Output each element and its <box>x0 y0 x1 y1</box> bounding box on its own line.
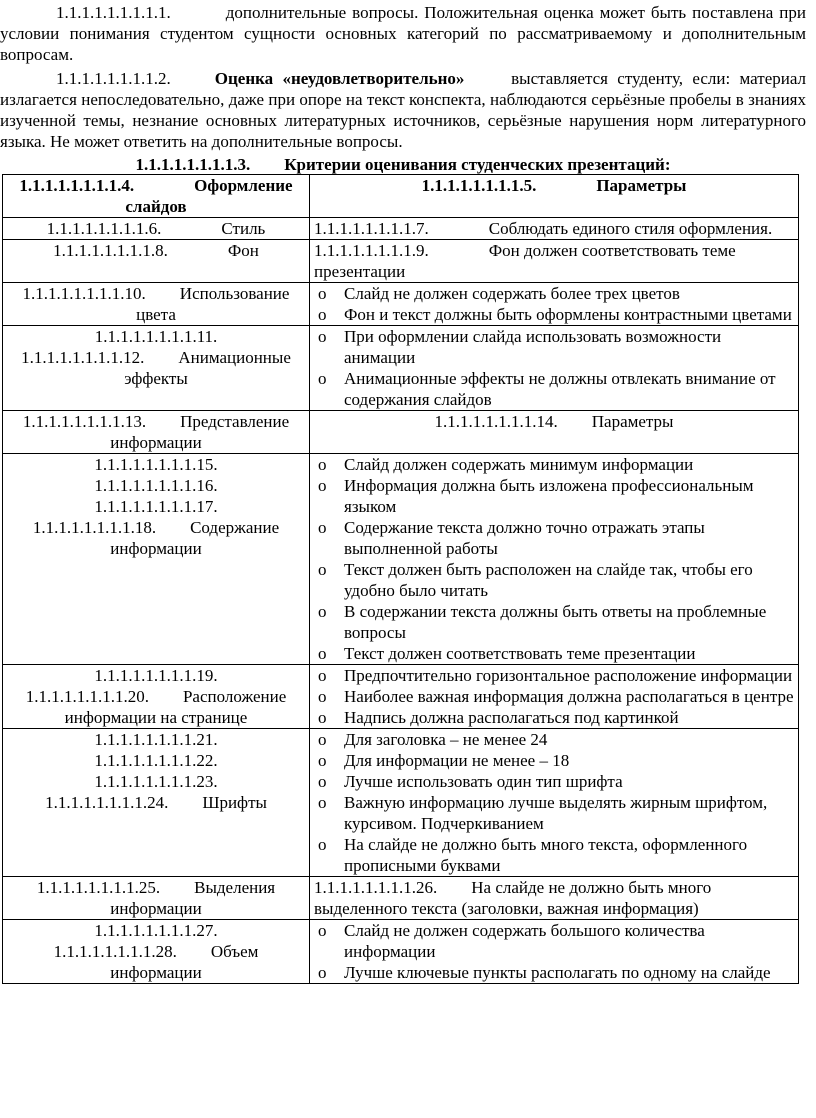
criteria-table <box>2 174 799 984</box>
list-item: o Слайд должен содержать минимум информации <box>314 454 794 475</box>
row-content-label <box>3 454 310 665</box>
table-row <box>3 283 799 326</box>
caption-number: 1.1.1.1.1.1.1.1.3. <box>135 155 251 174</box>
header-parameters-number: 1.1.1.1.1.1.1.1.5. <box>421 176 537 195</box>
row-number: 1.1.1.1.1.1.1.1.18. <box>32 518 157 537</box>
row-number-label-line <box>7 517 305 559</box>
row-layout-params <box>310 665 799 729</box>
list-item: o При оформлении слайда использовать возможности анимации <box>314 326 794 368</box>
grade-unsatisfactory: Оценка «неудовлетворительно» <box>214 69 465 88</box>
header-design-label: Оформление слайдов <box>125 176 293 216</box>
paragraph-1 <box>0 2 812 65</box>
row-number: 1.1.1.1.1.1.1.1.15. <box>94 455 218 474</box>
list-item: o Наиболее важная информация должна располагаться в центре <box>314 686 794 707</box>
param-text: Фон должен соответствовать теме презентации <box>314 241 736 281</box>
param-number: 1.1.1.1.1.1.1.1.14. <box>434 412 558 431</box>
row-layout-label <box>3 665 310 729</box>
row-label: Содержание информации <box>110 518 280 558</box>
row-volume-label <box>3 920 310 984</box>
list-item: o Для заголовка – не менее 24 <box>314 729 794 750</box>
row-volume-params <box>310 920 799 984</box>
row-style-param <box>310 218 799 240</box>
paragraph-1-text-start: дополнительные вопросы. Положительная оценка может быть <box>225 3 687 22</box>
row-label: Представление информации <box>110 412 290 452</box>
row-label: Анимационные эффекты <box>124 348 291 388</box>
row-number: 1.1.1.1.1.1.1.1.16. <box>94 476 218 495</box>
row-number-label-line <box>7 686 305 728</box>
list-item: o Надпись должна располагаться под картинкой <box>314 707 794 728</box>
row-number: 1.1.1.1.1.1.1.1.17. <box>94 497 218 516</box>
row-number: 1.1.1.1.1.1.1.1.22. <box>94 751 218 770</box>
param-number: 1.1.1.1.1.1.1.1.9. <box>314 241 429 260</box>
list-item: o Важную информацию лучше выделять жирным шрифтом, курсивом. Подчеркиванием <box>314 792 794 834</box>
list-item: o Лучше использовать один тип шрифта <box>314 771 794 792</box>
param-text: Параметры <box>591 412 674 431</box>
table-row <box>3 665 799 729</box>
table-header-row <box>3 175 799 218</box>
param-text: Соблюдать единого стиля оформления. <box>488 219 773 238</box>
row-number: 1.1.1.1.1.1.1.1.10. <box>22 284 146 303</box>
row-label: Объем информации <box>110 942 259 982</box>
row-representation-param <box>310 411 799 454</box>
table-row <box>3 920 799 984</box>
list-item: o Слайд не должен содержать большого количества информации <box>314 920 794 962</box>
param-number: 1.1.1.1.1.1.1.1.7. <box>314 219 429 238</box>
row-number-label-line <box>7 347 305 389</box>
header-design <box>3 175 310 218</box>
row-label: Стиль <box>221 219 266 238</box>
row-color-label <box>3 283 310 326</box>
list-item: o На слайде не должно быть много текста, оформленного прописными буквами <box>314 834 794 876</box>
row-color-params <box>310 283 799 326</box>
list-item: o Предпочтительно горизонтальное расположение информации <box>314 665 794 686</box>
paragraph-1-number: 1.1.1.1.1.1.1.1.1. <box>56 3 171 22</box>
list-item: o В содержании текста должны быть ответы на проблемные вопросы <box>314 601 794 643</box>
row-number-label-line <box>7 941 305 983</box>
row-number: 1.1.1.1.1.1.1.1.24. <box>45 793 169 812</box>
bullet-list <box>314 283 794 325</box>
list-item: o Для информации не менее – 18 <box>314 750 794 771</box>
table-row <box>3 240 799 283</box>
paragraph-2-number: 1.1.1.1.1.1.1.1.2. <box>56 69 171 88</box>
row-label: Фон <box>227 241 259 260</box>
row-number: 1.1.1.1.1.1.1.1.28. <box>53 942 177 961</box>
row-fonts-label <box>3 729 310 877</box>
row-highlight-label <box>3 877 310 920</box>
row-number: 1.1.1.1.1.1.1.1.11. <box>94 327 218 346</box>
row-animation-label <box>3 326 310 411</box>
row-number: 1.1.1.1.1.1.1.1.8. <box>53 241 168 260</box>
paragraph-2-text-rest: материал излагается непоследовательно, даже при опоре на текст конспекта, наблюдаются серьёзные пробелы в знаниях изученной темы, незнание основных литературных источников, серьёзные нарушения норм литературного языка. Не может ответить на дополнительные вопросы. <box>0 69 807 151</box>
caption-text: Критерии оценивания студенческих презентаций: <box>284 155 671 174</box>
row-background-param <box>310 240 799 283</box>
row-number: 1.1.1.1.1.1.1.1.12. <box>21 348 145 367</box>
row-number-label-line <box>7 792 305 813</box>
row-number: 1.1.1.1.1.1.1.1.25. <box>36 878 161 897</box>
list-item: o Фон и текст должны быть оформлены контрастными цветами <box>314 304 794 325</box>
list-item: o Информация должна быть изложена профессиональным языком <box>314 475 794 517</box>
table-row <box>3 326 799 411</box>
row-label: Выделения информации <box>110 878 276 918</box>
header-parameters-label: Параметры <box>596 176 687 195</box>
list-item: o Анимационные эффекты не должны отвлекать внимание от содержания слайдов <box>314 368 794 410</box>
row-fonts-params <box>310 729 799 877</box>
bullet-list <box>314 920 794 983</box>
row-representation-label <box>3 411 310 454</box>
bullet-list <box>314 326 794 410</box>
bullet-list <box>314 454 794 664</box>
header-design-number: 1.1.1.1.1.1.1.1.4. <box>19 176 135 195</box>
row-number: 1.1.1.1.1.1.1.1.21. <box>94 730 218 749</box>
list-item: o Текст должен соответствовать теме презентации <box>314 643 794 664</box>
row-number: 1.1.1.1.1.1.1.1.19. <box>94 666 218 685</box>
row-highlight-param <box>310 877 799 920</box>
row-number: 1.1.1.1.1.1.1.1.23. <box>94 772 218 791</box>
list-item: o Слайд не должен содержать более трех цветов <box>314 283 794 304</box>
row-background-label <box>3 240 310 283</box>
list-item: o Текст должен быть расположен на слайде так, чтобы его удобно было читать <box>314 559 794 601</box>
bullet-list <box>314 665 794 728</box>
table-caption <box>0 154 806 175</box>
bullet-list <box>314 729 794 876</box>
list-item: o Содержание текста должно точно отражать этапы выполненной работы <box>314 517 794 559</box>
table-row <box>3 729 799 877</box>
table-row <box>3 454 799 665</box>
header-parameters <box>310 175 799 218</box>
row-label: Шрифты <box>202 793 267 812</box>
table-row <box>3 411 799 454</box>
row-number: 1.1.1.1.1.1.1.1.6. <box>46 219 162 238</box>
row-style-label <box>3 218 310 240</box>
row-label: Расположение информации на странице <box>64 687 287 727</box>
param-text: На слайде не должно быть много выделенного текста (заголовки, важная информация) <box>314 878 712 918</box>
row-animation-params <box>310 326 799 411</box>
paragraph-1-text-rest: поставлена при условии понимания студентом сущности основных категорий по рассматриваемому и дополнительным вопросам. <box>0 3 806 64</box>
row-number: 1.1.1.1.1.1.1.1.20. <box>25 687 149 706</box>
paragraph-2 <box>0 68 812 152</box>
row-content-params <box>310 454 799 665</box>
row-label: Использование цвета <box>136 284 290 324</box>
row-number: 1.1.1.1.1.1.1.1.13. <box>22 412 147 431</box>
table-row <box>3 877 799 920</box>
table-row <box>3 218 799 240</box>
paragraph-2-text-start: выставляется студенту, если: <box>511 69 731 88</box>
row-number: 1.1.1.1.1.1.1.1.27. <box>94 921 218 940</box>
list-item: o Лучше ключевые пункты располагать по одному на слайде <box>314 962 794 983</box>
param-number: 1.1.1.1.1.1.1.1.26. <box>314 878 438 897</box>
